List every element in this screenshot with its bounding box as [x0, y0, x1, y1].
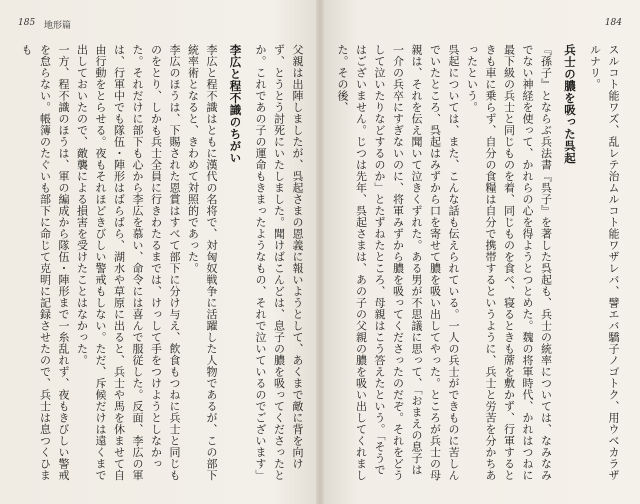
running-title: 地形篇 — [44, 21, 72, 31]
paragraph: 父親は出陣しましたが、呉起さまの恩義に報いようとして、あくまで敵に背を向けず、とうとう討死にいたしました。聞けばこんどは、息子の膿を吸ってくださったとか。これであの子の運命もきまったようなもの、それで泣いているのでございます」 — [254, 44, 304, 481]
paragraph: スルコト能ワズ、乱レテ治ムルコト能ワザレバ、譬エバ驕子ノゴトク、用ウベカラザルナリ。 — [588, 44, 620, 481]
paragraph: 李広と程不識はともに漢代の名将で、対匈奴戦争に活躍した人物であるが、この部下統率術となると、きわめて対照的であった。 — [186, 44, 218, 481]
left-page-text — [16, 44, 306, 484]
left-page-number: 185 — [18, 18, 36, 28]
paragraph: 李広のほうは、下賜された恩賞はすべて部下に分け与え、飲食もつねに兵士と同じものをとり、しかも兵士全員に行きわたるまでは、けっして手をつけようとしなかった。それだけに部下も心から李広を慕い、命令には喜んで服従した。反面、李広の軍は、行軍中でも隊伍・陣形はばらばら、湖水や草原に出ると、兵士や馬を休ませて自由行動をとらせる。夜もそれほどきびしい警戒もしない。ただ、斥候だけは遠くまで出しておいたので、敵襲による損害を受けたことはなかった。 — [75, 44, 181, 481]
paragraph: 一方、程不識のほうは、軍の編成から隊伍・陣形まで一糸乱れず、夜もきびしい警戒を怠らない。帳簿のたぐいも部下に命じて克明に記録させたので、兵士は息つくひまも — [20, 44, 70, 481]
right-page-number: 184 — [604, 18, 622, 28]
paragraph: 『孫子』とならぶ兵法書『呉子』を著した呉起も、兵士の統率については、なみなみでない神経を使って、かれらの心を得ようとつとめた。魏の将軍時代、かれはつねに最下級の兵士と同じものを着、同じものを食べ、寝るときも蓆を敷かず、行軍するときも車に乗らず、自分の食糧は自分で携帯するというように、兵士と労苦を分かちあったという。 — [465, 44, 553, 481]
right-page-text — [336, 44, 622, 484]
section-heading: 兵士の膿を吸った呉起 — [563, 44, 577, 164]
gutter — [316, 0, 324, 504]
section-heading: 李広と程不識のちがい — [228, 44, 243, 164]
paragraph: 呉起については、また、こんな話も伝えられている。一人の兵士ができものに苦しんでいたところ、呉起はみずから口を寄せて膿を吸い出してやった。ところが兵士の母親は、それを伝え聞いて泣きくずれた。ある男が不思議に思って、「おまえの息子は一介の兵卒にすぎないのに、将軍みずから膿を吸ってくださったのだぞ。それをどうして泣いたりなどするのか」とたずねたところ、母親はこう答えたという。「そうではございません。じつは先年、呉起さまは、あの子の父親の膿を吸い出してくれました。その後、 — [336, 44, 460, 481]
